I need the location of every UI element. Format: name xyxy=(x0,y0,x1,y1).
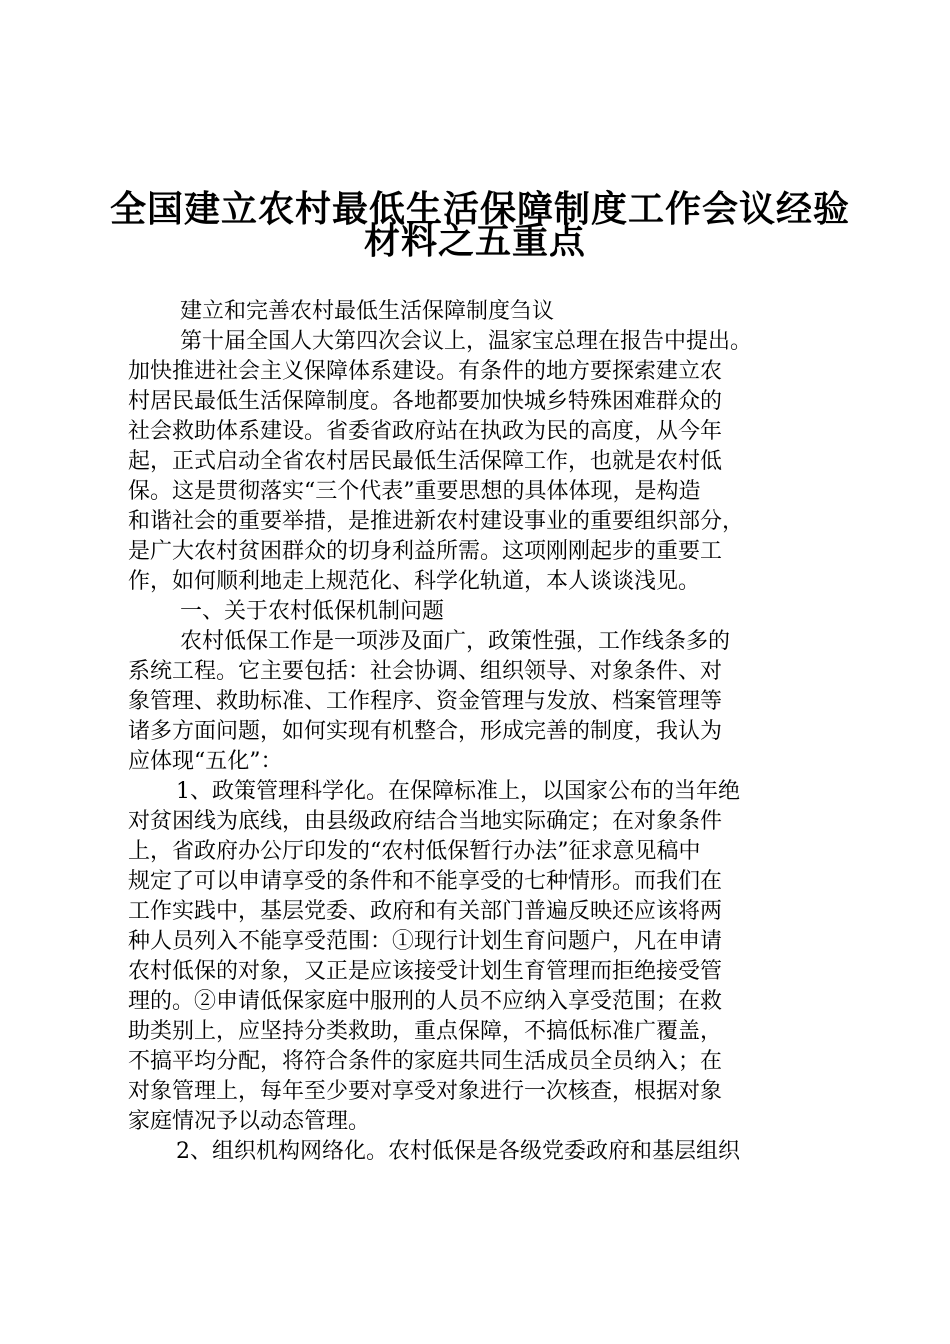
subtitle-paragraph: 建立和完善农村最低生活保障制度刍议 xyxy=(180,299,555,324)
paragraph-line: 规定了可以申请享受的条件和不能享受的七种情形。而我们在 xyxy=(128,869,723,894)
paragraph-line: 上，省政府办公厅印发的“农村低保暂行办法”征求意见稿中 xyxy=(128,839,701,864)
paragraph-line: 象管理、救助标准、工作程序、资金管理与发放、档案管理等 xyxy=(128,689,723,714)
paragraph-line: 农村低保工作是一项涉及面广，政策性强，工作线条多的 xyxy=(180,629,731,654)
paragraph-line: 村居民最低生活保障制度。各地都要加快城乡特殊困难群众的 xyxy=(128,389,723,414)
section-heading: 一、关于农村低保机制问题 xyxy=(180,599,445,624)
document-title-line-1: 全国建立农村最低生活保障制度工作会议经验 xyxy=(110,189,851,230)
paragraph-line: 应体现“五化”： xyxy=(128,749,283,774)
document-title-line-2: 材料之五重点 xyxy=(363,221,586,262)
paragraph-line: 工作实践中，基层党委、政府和有关部门普遍反映还应该将两 xyxy=(128,899,723,924)
paragraph-line: 作，如何顺利地走上规范化、科学化轨道，本人谈谈浅见。 xyxy=(128,569,701,594)
paragraph-line: 理的。②申请低保家庭中服刑的人员不应纳入享受范围；在救 xyxy=(128,989,723,1014)
paragraph-line: 助类别上，应坚持分类救助，重点保障，不搞低标准广覆盖， xyxy=(128,1019,723,1044)
paragraph-line: 诸多方面问题，如何实现有机整合，形成完善的制度，我认为 xyxy=(128,719,723,744)
paragraph-line: 保。这是贯彻落实“三个代表”重要思想的具体体现，是构造 xyxy=(128,479,701,504)
paragraph-line: 第十届全国人大第四次会议上，温家宝总理在报告中提出。 xyxy=(180,329,753,354)
paragraph-line: 和谐社会的重要举措，是推进新农村建设事业的重要组织部分， xyxy=(128,509,745,534)
document-body xyxy=(128,297,848,1167)
paragraph-line: 是广大农村贫困群众的切身利益所需。这项刚刚起步的重要工 xyxy=(128,539,723,564)
paragraph-line: 对象管理上，每年至少要对享受对象进行一次核查，根据对象 xyxy=(128,1079,723,1104)
paragraph-line: 种人员列入不能享受范围：①现行计划生育问题户，凡在申请 xyxy=(128,929,723,954)
paragraph-line: 1、政策管理科学化。在保障标准上，以国家公布的当年绝 xyxy=(176,779,740,804)
paragraph-line: 对贫困线为底线，由县级政府结合当地实际确定；在对象条件 xyxy=(128,809,723,834)
paragraph-line: 社会救助体系建设。省委省政府站在执政为民的高度，从今年 xyxy=(128,419,723,444)
paragraph-line: 农村低保的对象，又正是应该接受计划生育管理而拒绝接受管 xyxy=(128,959,723,984)
paragraph-line: 家庭情况予以动态管理。 xyxy=(128,1109,371,1134)
paragraph-line: 起，正式启动全省农村居民最低生活保障工作，也就是农村低 xyxy=(128,449,723,474)
paragraph-line: 不搞平均分配，将符合条件的家庭共同生活成员全员纳入；在 xyxy=(128,1049,723,1074)
paragraph-line: 系统工程。它主要包括：社会协调、组织领导、对象条件、对 xyxy=(128,659,723,684)
paragraph-line: 2、组织机构网络化。农村低保是各级党委政府和基层组织 xyxy=(176,1139,740,1164)
paragraph-line: 加快推进社会主义保障体系建设。有条件的地方要探索建立农 xyxy=(128,359,723,384)
